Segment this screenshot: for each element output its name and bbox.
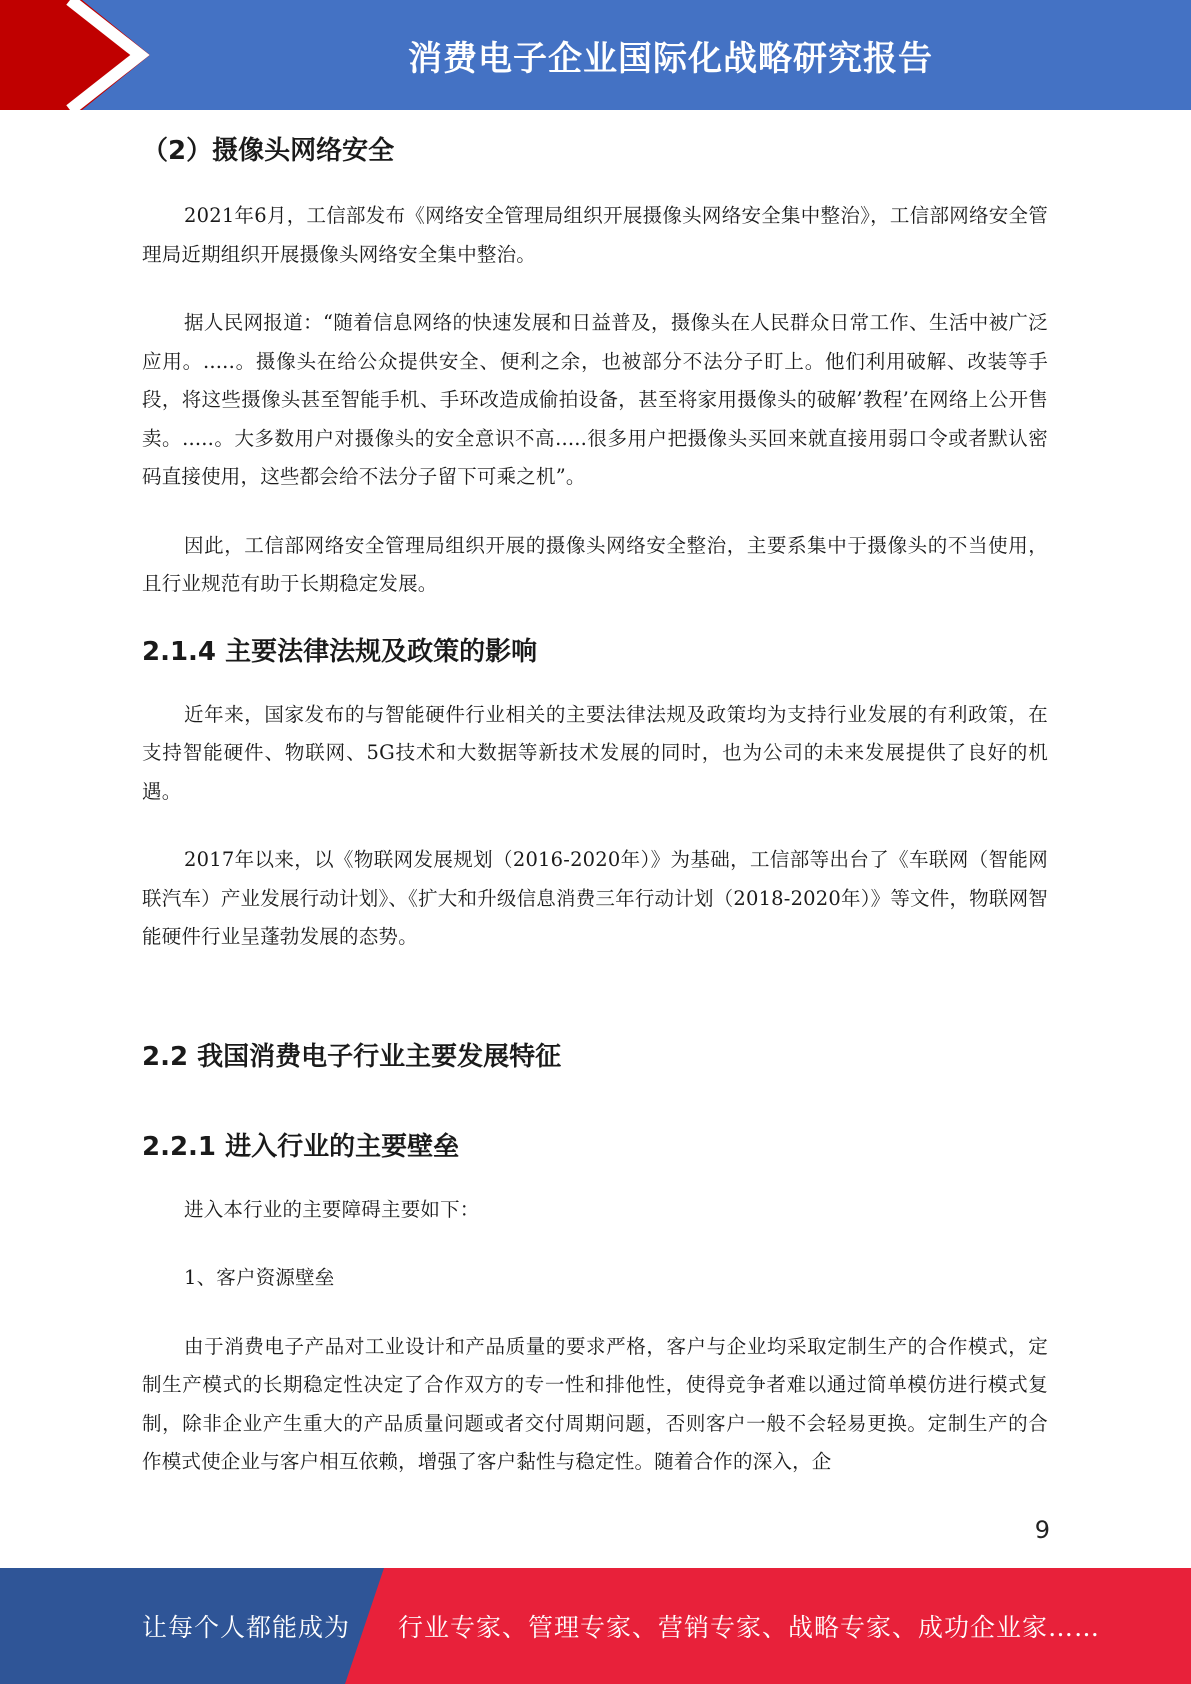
page-number: 9: [1034, 1516, 1050, 1544]
paragraph: 据人民网报道：“随着信息网络的快速发展和日益普及，摄像头在人民群众日常工作、生活中被广泛应用。.....。摄像头在给公众提供安全、便利之余，也被部分不法分子盯上。他们利用破解、改装等手段，将这些摄像头甚至智能手机、手环改造成偷拍设备，甚至将家用摄像头的破解’教程’在网络上公开售卖。.....。大多数用户对摄像头的安全意识不高.....很多用户把摄像头买回来就直接用弱口令或者默认密码直接使用，这些都会给不法分子留下可乘之机”。: [142, 311, 1048, 488]
footer-slogan-left: 让每个人都能成为: [142, 1613, 351, 1642]
page-header: [0, 0, 1191, 110]
paragraph: 2017年以来，以《物联网发展规划（2016-2020年）》为基础，工信部等出台了《车联网（智能网联汽车）产业发展行动计划》、《扩大和升级信息消费三年行动计划（2018-2020年）》等文件，物联网智能硬件行业呈蓬勃发展的态势。: [142, 848, 1048, 948]
header-red-chevron: [0, 0, 150, 110]
paragraph: 近年来，国家发布的与智能硬件行业相关的主要法律法规及政策均为支持行业发展的有利政策，在支持智能硬件、物联网、5G技术和大数据等新技术发展的同时，也为公司的未来发展提供了良好的机遇。: [142, 702, 1048, 803]
page-footer: [0, 1568, 1191, 1684]
header-title: 消费电子企业国际化战略研究报告: [408, 38, 933, 79]
paragraph: 因此，工信部网络安全管理局组织开展的摄像头网络安全整治，主要系集中于摄像头的不当使用，且行业规范有助于长期稳定发展。: [142, 533, 1048, 595]
paragraph: 进入本行业的主要障碍主要如下：: [184, 1197, 480, 1221]
paragraph: 2021年6月，工信部发布《网络安全管理局组织开展摄像头网络安全集中整治》，工信部网络安全管理局近期组织开展摄像头网络安全集中整治。: [142, 204, 1048, 266]
subsection-heading-camera-security: （2）摄像头网络安全: [142, 136, 395, 166]
page-content: [142, 118, 1048, 1482]
paragraph: 1、客户资源壁垒: [184, 1266, 335, 1289]
section-heading-2-1-4: 2.1.4 主要法律法规及政策的影响: [142, 636, 538, 667]
section-heading-2-2-1: 2.2.1 进入行业的主要壁垒: [142, 1131, 460, 1162]
footer-slogan-right: 行业专家、管理专家、营销专家、战略专家、成功企业家……: [398, 1613, 1101, 1642]
paragraph: 由于消费电子产品对工业设计和产品质量的要求严格，客户与企业均采取定制生产的合作模式，定制生产模式的长期稳定性决定了合作双方的专一性和排他性，使得竞争者难以通过简单模仿进行模式复制，除非企业产生重大的产品质量问题或者交付周期问题，否则客户一般不会轻易更换。定制生产的合作模式使企业与客户相互依赖，增强了客户黏性与稳定性。随着合作的深入，企: [142, 1334, 1048, 1473]
section-heading-2-2: 2.2 我国消费电子行业主要发展特征: [142, 1041, 562, 1072]
